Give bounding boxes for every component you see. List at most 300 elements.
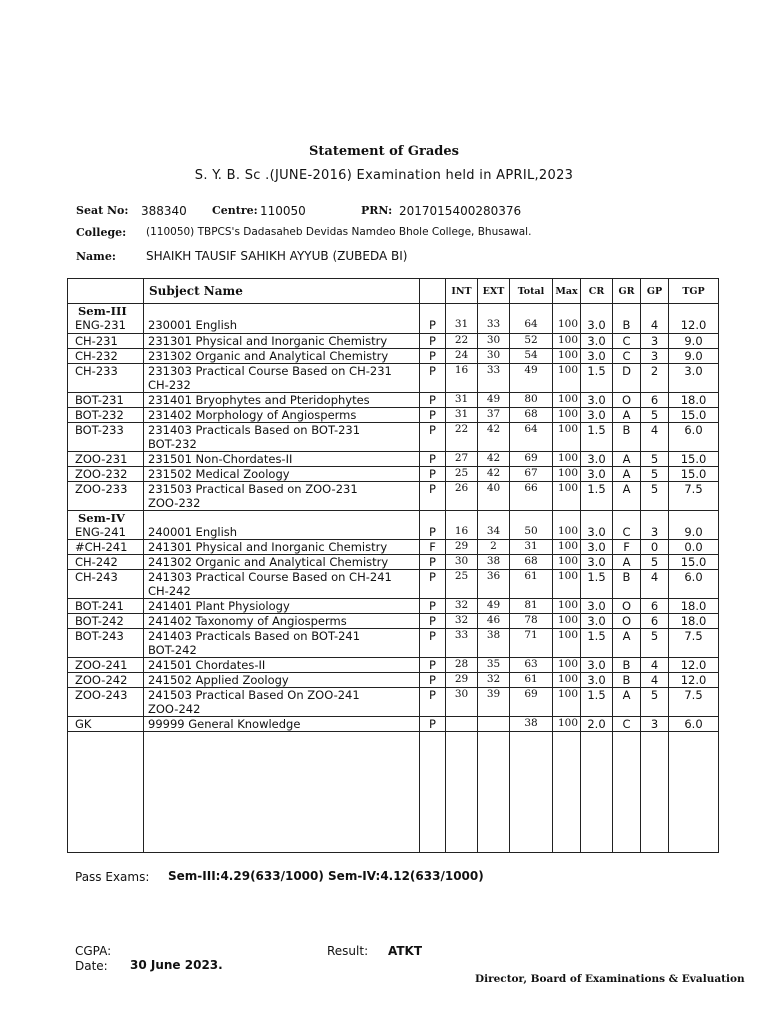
cell-max: 100 — [553, 570, 581, 599]
subject-name-continued: ZOO-232 — [148, 495, 201, 510]
cell-int: 31 — [446, 407, 478, 422]
empty-cell — [510, 304, 553, 319]
cell-max: 100 — [553, 318, 581, 333]
centre-label: Centre: — [212, 204, 258, 217]
cell-code: CH-233 — [68, 363, 144, 392]
empty-cell — [641, 304, 669, 319]
cell-tgp: 15.0 — [669, 555, 719, 570]
cell-ext: 49 — [478, 392, 510, 407]
cell-cr: 3.0 — [581, 392, 613, 407]
cell-status: P — [420, 629, 446, 658]
table-row — [68, 688, 719, 717]
cell-total: 64 — [510, 422, 553, 451]
sem-iii-heading — [68, 304, 719, 319]
cell-code: ZOO-233 — [68, 481, 144, 510]
cell-status: P — [420, 392, 446, 407]
cell-status: P — [420, 318, 446, 333]
table-filler-row — [68, 732, 719, 853]
cell-int: 28 — [446, 658, 478, 673]
cell-gp: 4 — [641, 658, 669, 673]
cell-max: 100 — [553, 481, 581, 510]
subject-name: 241502 Applied Zoology — [148, 673, 289, 687]
empty-cell — [553, 304, 581, 319]
cell-gr: A — [613, 629, 641, 658]
cell-tgp: 15.0 — [669, 466, 719, 481]
cell-gp: 5 — [641, 466, 669, 481]
cell-total: 78 — [510, 614, 553, 629]
subject-name: 231503 Practical Based on ZOO-231 — [148, 481, 358, 496]
cell-total: 66 — [510, 481, 553, 510]
cell-cr: 3.0 — [581, 673, 613, 688]
cell-gp: 6 — [641, 599, 669, 614]
cell-cr: 3.0 — [581, 407, 613, 422]
cell-total: 61 — [510, 570, 553, 599]
cell-tgp: 0.0 — [669, 540, 719, 555]
empty-cell — [420, 304, 446, 319]
subject-name: 231301 Physical and Inorganic Chemistry — [148, 333, 388, 348]
cell-subject — [144, 363, 420, 392]
cell-cr: 3.0 — [581, 658, 613, 673]
cell-gr: A — [613, 407, 641, 422]
cell-cr: 1.5 — [581, 363, 613, 392]
empty-cell — [581, 510, 613, 525]
cell-int: 25 — [446, 570, 478, 599]
cell-subject — [144, 525, 420, 540]
cell-cr: 3.0 — [581, 614, 613, 629]
cell-gp: 5 — [641, 629, 669, 658]
cell-total: 49 — [510, 363, 553, 392]
empty-cell — [553, 732, 581, 853]
cell-ext — [478, 717, 510, 732]
date-label: Date: — [75, 959, 108, 973]
cell-int: 26 — [446, 481, 478, 510]
cell-int: 22 — [446, 333, 478, 348]
table-row — [68, 466, 719, 481]
cell-subject — [144, 481, 420, 510]
cell-gp: 5 — [641, 481, 669, 510]
header-status — [420, 279, 446, 304]
cell-ext: 40 — [478, 481, 510, 510]
table-row — [68, 717, 719, 732]
cell-total: 38 — [510, 717, 553, 732]
header-total: Total — [510, 279, 553, 304]
subject-name: 241501 Chordates-II — [148, 658, 266, 672]
cell-gr: A — [613, 466, 641, 481]
header-subject-name: Subject Name — [144, 279, 420, 304]
cell-code: CH-242 — [68, 555, 144, 570]
cell-gr: B — [613, 422, 641, 451]
cell-gp: 3 — [641, 333, 669, 348]
cell-gp: 6 — [641, 614, 669, 629]
cell-gp: 5 — [641, 407, 669, 422]
cell-cr: 3.0 — [581, 466, 613, 481]
cell-subject — [144, 555, 420, 570]
cell-cr: 3.0 — [581, 525, 613, 540]
cell-status: P — [420, 348, 446, 363]
date-value: 30 June 2023. — [130, 958, 223, 972]
header-gp: GP — [641, 279, 669, 304]
cell-status: P — [420, 363, 446, 392]
subject-name: 241402 Taxonomy of Angiosperms — [148, 614, 347, 628]
cell-subject — [144, 658, 420, 673]
cell-int: 31 — [446, 318, 478, 333]
cell-status: P — [420, 407, 446, 422]
cell-status: P — [420, 451, 446, 466]
subject-name: 241503 Practical Based On ZOO-241 — [148, 688, 360, 702]
cell-subject — [144, 407, 420, 422]
subject-name: 231401 Bryophytes and Pteridophytes — [148, 392, 370, 407]
cell-gp: 3 — [641, 348, 669, 363]
cell-total: 31 — [510, 540, 553, 555]
table-row — [68, 451, 719, 466]
cell-tgp: 7.5 — [669, 688, 719, 717]
subject-name: 241303 Practical Course Based on CH-241 — [148, 570, 392, 584]
result-value: ATKT — [388, 944, 423, 958]
cell-ext: 39 — [478, 688, 510, 717]
subject-name: 230001 English — [148, 318, 238, 332]
cell-gr: B — [613, 570, 641, 599]
cell-max: 100 — [553, 673, 581, 688]
table-row — [68, 673, 719, 688]
empty-cell — [478, 732, 510, 853]
table-row — [68, 599, 719, 614]
header-code — [68, 279, 144, 304]
cell-gr: O — [613, 614, 641, 629]
cell-tgp: 15.0 — [669, 407, 719, 422]
empty-cell — [613, 732, 641, 853]
table-row — [68, 525, 719, 540]
cell-gr: D — [613, 363, 641, 392]
cell-code: CH-231 — [68, 333, 144, 348]
cell-cr: 3.0 — [581, 555, 613, 570]
college-label: College: — [76, 226, 127, 239]
cell-code: ZOO-241 — [68, 658, 144, 673]
cell-subject — [144, 392, 420, 407]
cell-tgp: 9.0 — [669, 348, 719, 363]
empty-cell — [144, 510, 420, 525]
cell-subject — [144, 422, 420, 451]
empty-cell — [641, 510, 669, 525]
cell-int — [446, 717, 478, 732]
cell-tgp: 3.0 — [669, 363, 719, 392]
empty-cell — [144, 304, 420, 319]
empty-cell — [510, 732, 553, 853]
subject-name-continued: BOT-242 — [148, 643, 197, 657]
cell-subject — [144, 614, 420, 629]
cell-tgp: 6.0 — [669, 570, 719, 599]
cell-ext: 42 — [478, 451, 510, 466]
cell-cr: 1.5 — [581, 422, 613, 451]
cell-gr: C — [613, 348, 641, 363]
cell-tgp: 6.0 — [669, 422, 719, 451]
seat-label: Seat No: — [76, 204, 129, 217]
header-tgp: TGP — [669, 279, 719, 304]
cell-subject — [144, 318, 420, 333]
cell-cr: 2.0 — [581, 717, 613, 732]
student-name: SHAIKH TAUSIF SAHIKH AYYUB (ZUBEDA BI) — [146, 249, 408, 263]
cell-total: 68 — [510, 407, 553, 422]
cell-int: 16 — [446, 363, 478, 392]
cell-cr: 3.0 — [581, 333, 613, 348]
cell-gr: O — [613, 392, 641, 407]
table-header-row — [68, 279, 719, 304]
sem-iv-heading-label: Sem-IV — [68, 510, 144, 525]
cell-status: P — [420, 614, 446, 629]
cell-ext: 42 — [478, 466, 510, 481]
subject-name: 231303 Practical Course Based on CH-231 — [148, 363, 392, 378]
cell-tgp: 6.0 — [669, 717, 719, 732]
cell-code: ENG-231 — [68, 318, 144, 333]
cell-code: ZOO-242 — [68, 673, 144, 688]
subject-name: 241302 Organic and Analytical Chemistry — [148, 555, 389, 569]
cell-tgp: 18.0 — [669, 614, 719, 629]
cell-tgp: 18.0 — [669, 599, 719, 614]
cell-cr: 1.5 — [581, 570, 613, 599]
cell-total: 52 — [510, 333, 553, 348]
cell-tgp: 12.0 — [669, 318, 719, 333]
cell-ext: 33 — [478, 363, 510, 392]
cell-code: ZOO-231 — [68, 451, 144, 466]
cell-status: P — [420, 422, 446, 451]
cell-int: 32 — [446, 599, 478, 614]
cell-status: P — [420, 333, 446, 348]
cell-status: P — [420, 688, 446, 717]
cell-status: P — [420, 525, 446, 540]
cell-code: #CH-241 — [68, 540, 144, 555]
cell-max: 100 — [553, 688, 581, 717]
cell-int: 29 — [446, 540, 478, 555]
table-row — [68, 407, 719, 422]
cell-int: 25 — [446, 466, 478, 481]
cell-subject — [144, 540, 420, 555]
cell-tgp: 9.0 — [669, 525, 719, 540]
cell-ext: 49 — [478, 599, 510, 614]
cell-subject — [144, 717, 420, 732]
cell-total: 54 — [510, 348, 553, 363]
cell-max: 100 — [553, 348, 581, 363]
cell-ext: 33 — [478, 318, 510, 333]
cell-gr: B — [613, 318, 641, 333]
cell-int: 22 — [446, 422, 478, 451]
empty-cell — [478, 510, 510, 525]
subject-name: 231302 Organic and Analytical Chemistry — [148, 348, 389, 363]
cell-int: 30 — [446, 688, 478, 717]
cell-code: BOT-242 — [68, 614, 144, 629]
cell-ext: 36 — [478, 570, 510, 599]
cell-cr: 3.0 — [581, 451, 613, 466]
cell-gp: 4 — [641, 318, 669, 333]
subject-name: 231501 Non-Chordates-II — [148, 451, 293, 466]
cell-total: 63 — [510, 658, 553, 673]
empty-cell — [553, 510, 581, 525]
pass-exams-label: Pass Exams: — [75, 870, 150, 884]
cell-cr: 3.0 — [581, 599, 613, 614]
subject-name: 241301 Physical and Inorganic Chemistry — [148, 540, 388, 554]
cell-subject — [144, 570, 420, 599]
subject-name-continued: BOT-232 — [148, 436, 197, 451]
college-name: (110050) TBPCS's Dadasaheb Devidas Namdeo Bhole College, Bhusawal. — [146, 226, 532, 238]
cell-status: P — [420, 673, 446, 688]
cell-gp: 4 — [641, 570, 669, 599]
subject-name: 99999 General Knowledge — [148, 717, 301, 731]
cell-max: 100 — [553, 466, 581, 481]
empty-cell — [510, 510, 553, 525]
cell-ext: 2 — [478, 540, 510, 555]
cell-gr: A — [613, 688, 641, 717]
table-row — [68, 318, 719, 333]
cell-max: 100 — [553, 540, 581, 555]
cell-int: 31 — [446, 392, 478, 407]
cell-max: 100 — [553, 407, 581, 422]
cell-code: BOT-243 — [68, 629, 144, 658]
cell-total: 68 — [510, 555, 553, 570]
empty-cell — [144, 732, 420, 853]
cell-max: 100 — [553, 599, 581, 614]
empty-cell — [613, 304, 641, 319]
cell-int: 30 — [446, 555, 478, 570]
cell-subject — [144, 599, 420, 614]
empty-cell — [446, 510, 478, 525]
cell-gp: 5 — [641, 451, 669, 466]
cell-gp: 6 — [641, 392, 669, 407]
table-row — [68, 570, 719, 599]
subject-name-continued: ZOO-242 — [148, 702, 201, 716]
table-row — [68, 540, 719, 555]
prn-label: PRN: — [361, 204, 393, 217]
cgpa-label: CGPA: — [75, 944, 112, 958]
empty-cell — [446, 732, 478, 853]
cell-code: CH-243 — [68, 570, 144, 599]
table-row — [68, 614, 719, 629]
cell-gr: B — [613, 673, 641, 688]
empty-cell — [641, 732, 669, 853]
cell-max: 100 — [553, 333, 581, 348]
cell-ext: 30 — [478, 348, 510, 363]
cell-tgp: 12.0 — [669, 673, 719, 688]
cell-status: P — [420, 717, 446, 732]
cell-gp: 5 — [641, 688, 669, 717]
cell-total: 71 — [510, 629, 553, 658]
empty-cell — [581, 304, 613, 319]
cell-gr: B — [613, 658, 641, 673]
table-row — [68, 392, 719, 407]
cell-ext: 30 — [478, 333, 510, 348]
cell-code: ENG-241 — [68, 525, 144, 540]
exam-subtitle: S. Y. B. Sc .(JUNE-2016) Examination held in APRIL,2023 — [194, 168, 574, 183]
cell-ext: 38 — [478, 629, 510, 658]
cell-subject — [144, 466, 420, 481]
cell-cr: 3.0 — [581, 540, 613, 555]
subject-name: 231403 Practicals Based on BOT-231 — [148, 422, 361, 437]
cell-int: 27 — [446, 451, 478, 466]
cell-status: P — [420, 570, 446, 599]
empty-cell — [669, 304, 719, 319]
cell-cr: 3.0 — [581, 348, 613, 363]
cell-int: 29 — [446, 673, 478, 688]
grades-table — [67, 278, 719, 853]
cell-int: 32 — [446, 614, 478, 629]
cell-total: 64 — [510, 318, 553, 333]
cell-gr: A — [613, 451, 641, 466]
cell-gp: 5 — [641, 555, 669, 570]
cell-ext: 32 — [478, 673, 510, 688]
cell-subject — [144, 451, 420, 466]
empty-cell — [613, 510, 641, 525]
cell-total: 69 — [510, 451, 553, 466]
empty-cell — [669, 510, 719, 525]
cell-ext: 38 — [478, 555, 510, 570]
cell-subject — [144, 629, 420, 658]
subject-name: 241403 Practicals Based on BOT-241 — [148, 629, 361, 643]
cell-gr: O — [613, 599, 641, 614]
cell-total: 61 — [510, 673, 553, 688]
cell-max: 100 — [553, 525, 581, 540]
cell-gp: 4 — [641, 673, 669, 688]
cell-gr: C — [613, 717, 641, 732]
subject-name: 240001 English — [148, 524, 238, 539]
cell-status: F — [420, 540, 446, 555]
cell-int: 33 — [446, 629, 478, 658]
cell-tgp: 15.0 — [669, 451, 719, 466]
empty-cell — [478, 304, 510, 319]
table-row — [68, 555, 719, 570]
cell-max: 100 — [553, 717, 581, 732]
cell-gp: 3 — [641, 717, 669, 732]
cell-code: BOT-241 — [68, 599, 144, 614]
prn-number: 2017015400280376 — [399, 204, 522, 218]
cell-tgp: 9.0 — [669, 333, 719, 348]
cell-cr: 1.5 — [581, 481, 613, 510]
cell-code: ZOO-232 — [68, 466, 144, 481]
subject-name: 231502 Medical Zoology — [148, 466, 290, 481]
cell-gp: 0 — [641, 540, 669, 555]
subject-name: 231402 Morphology of Angiosperms — [148, 407, 357, 422]
subject-name: 241401 Plant Physiology — [148, 599, 290, 613]
cell-code: BOT-232 — [68, 407, 144, 422]
cell-code: CH-232 — [68, 348, 144, 363]
cell-status: P — [420, 658, 446, 673]
cell-cr: 1.5 — [581, 688, 613, 717]
cell-gr: A — [613, 555, 641, 570]
centre-number: 110050 — [260, 204, 306, 218]
cell-max: 100 — [553, 658, 581, 673]
cell-code: BOT-231 — [68, 392, 144, 407]
empty-cell — [68, 732, 144, 853]
empty-cell — [581, 732, 613, 853]
cell-ext: 46 — [478, 614, 510, 629]
cell-total: 67 — [510, 466, 553, 481]
cell-int: 16 — [446, 525, 478, 540]
cell-gr: C — [613, 333, 641, 348]
cell-max: 100 — [553, 555, 581, 570]
sem-iv-heading — [68, 510, 719, 525]
table-row — [68, 658, 719, 673]
header-cr: CR — [581, 279, 613, 304]
cell-max: 100 — [553, 363, 581, 392]
cell-subject — [144, 688, 420, 717]
cell-total: 50 — [510, 525, 553, 540]
cell-status: P — [420, 555, 446, 570]
cell-subject — [144, 333, 420, 348]
cell-cr: 1.5 — [581, 629, 613, 658]
name-label: Name: — [76, 250, 116, 263]
cell-ext: 42 — [478, 422, 510, 451]
cell-code: GK — [68, 717, 144, 732]
cell-max: 100 — [553, 614, 581, 629]
cell-tgp: 7.5 — [669, 481, 719, 510]
table-row — [68, 629, 719, 658]
cell-tgp: 12.0 — [669, 658, 719, 673]
